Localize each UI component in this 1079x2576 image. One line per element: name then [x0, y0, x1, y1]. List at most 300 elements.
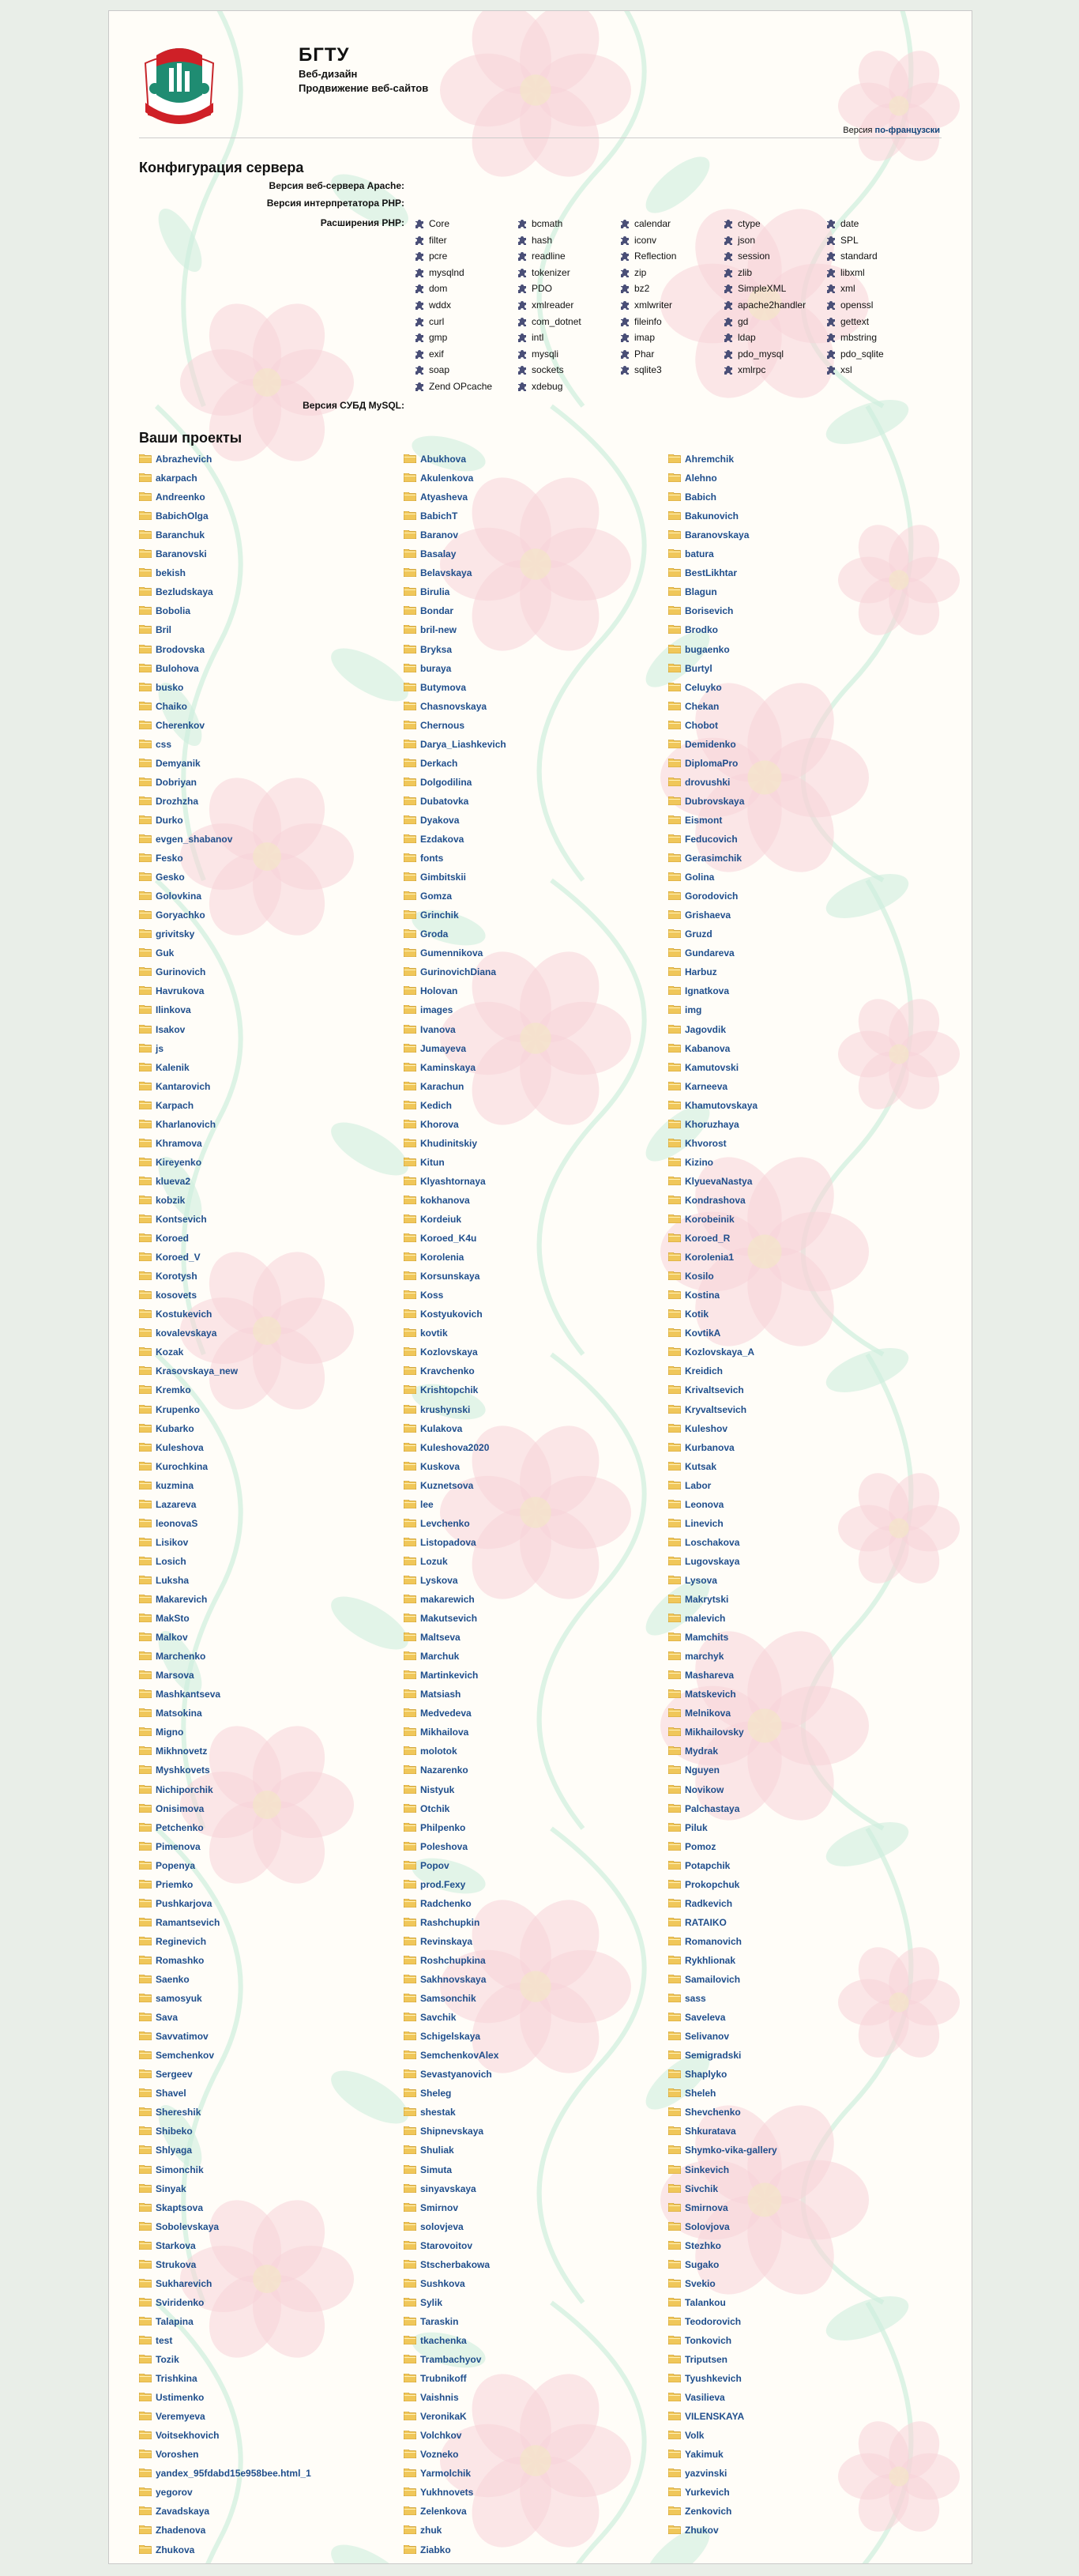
project-link[interactable]: Demidenko — [685, 738, 736, 750]
project-item[interactable] — [404, 2503, 467, 2519]
project-item[interactable] — [139, 2238, 196, 2254]
project-link[interactable]: kokhanova — [420, 1194, 470, 1206]
project-item[interactable] — [404, 964, 496, 980]
project-link[interactable]: Kuznetsova — [420, 1479, 474, 1491]
project-item[interactable] — [404, 983, 457, 999]
project-link[interactable]: Borisevich — [685, 605, 734, 617]
project-link[interactable]: Sinkevich — [685, 2164, 730, 2175]
project-item[interactable] — [139, 964, 205, 980]
project-link[interactable]: BabichT — [420, 510, 458, 522]
project-item[interactable] — [668, 1041, 730, 1056]
project-item[interactable] — [668, 1402, 746, 1418]
project-link[interactable]: Rykhlionak — [685, 1954, 736, 1966]
project-item[interactable] — [404, 2142, 454, 2158]
project-link[interactable]: VeronikaK — [420, 2411, 467, 2423]
project-item[interactable] — [139, 1268, 197, 1284]
project-item[interactable] — [404, 1421, 462, 1437]
project-item[interactable] — [139, 1934, 206, 1949]
project-item[interactable] — [668, 1877, 739, 1892]
project-item[interactable] — [668, 1801, 739, 1817]
project-item[interactable] — [404, 1382, 478, 1398]
project-link[interactable]: Dobriyan — [156, 776, 197, 788]
project-item[interactable] — [668, 2522, 719, 2538]
project-item[interactable] — [139, 1382, 191, 1398]
project-link[interactable]: RATAIKO — [685, 1916, 727, 1928]
project-link[interactable]: Sinyak — [156, 2182, 186, 2194]
project-item[interactable] — [404, 2085, 451, 2101]
project-item[interactable] — [139, 489, 205, 505]
project-item[interactable] — [404, 2047, 498, 2063]
project-item[interactable] — [668, 2314, 741, 2329]
project-link[interactable]: Kozlovskaya — [420, 1346, 478, 1358]
project-item[interactable] — [668, 983, 729, 999]
project-link[interactable]: Babich — [685, 491, 717, 503]
project-item[interactable] — [404, 1972, 486, 1987]
project-item[interactable] — [139, 1079, 210, 1094]
project-item[interactable] — [404, 2333, 467, 2348]
project-link[interactable]: drovushki — [685, 776, 731, 788]
project-link[interactable]: Samailovich — [685, 1974, 741, 1985]
project-link[interactable]: Korotysh — [156, 1271, 197, 1282]
project-item[interactable] — [668, 1363, 723, 1379]
project-link[interactable]: Sheleh — [685, 2088, 716, 2100]
project-link[interactable]: Celuyko — [685, 681, 722, 693]
project-item[interactable] — [668, 1497, 724, 1512]
project-item[interactable] — [139, 1782, 213, 1798]
project-item[interactable] — [139, 622, 171, 638]
project-link[interactable]: Marchenko — [156, 1651, 206, 1663]
project-link[interactable]: Zavadskaya — [156, 2506, 210, 2518]
project-item[interactable] — [139, 680, 183, 695]
project-link[interactable]: Kutsak — [685, 1460, 717, 1472]
project-item[interactable] — [668, 1287, 720, 1303]
project-item[interactable] — [668, 1516, 724, 1531]
project-link[interactable]: Lysova — [685, 1574, 717, 1586]
project-link[interactable]: batura — [685, 548, 714, 560]
project-item[interactable] — [404, 1192, 470, 1208]
project-item[interactable] — [404, 2427, 461, 2443]
project-link[interactable]: Marsova — [156, 1670, 194, 1682]
project-item[interactable] — [404, 1211, 461, 1227]
project-link[interactable]: Isakov — [156, 1023, 186, 1035]
project-item[interactable] — [139, 2200, 203, 2216]
project-link[interactable]: Sakhnovskaya — [420, 1974, 487, 1985]
project-item[interactable] — [404, 1173, 486, 1189]
project-item[interactable] — [404, 1535, 476, 1550]
project-link[interactable]: kuzmina — [156, 1479, 194, 1491]
project-link[interactable]: Gimbitskii — [420, 872, 467, 883]
project-item[interactable] — [668, 1743, 718, 1759]
project-link[interactable]: Pushkarjova — [156, 1897, 212, 1909]
project-link[interactable]: Gorodovich — [685, 891, 739, 902]
project-item[interactable] — [668, 945, 735, 961]
project-item[interactable] — [668, 489, 716, 505]
project-link[interactable]: DiplomaPro — [685, 757, 739, 769]
project-link[interactable]: Baranov — [420, 529, 459, 541]
project-link[interactable]: Yakimuk — [685, 2449, 724, 2461]
project-item[interactable] — [404, 1440, 489, 1456]
project-link[interactable]: Kondrashova — [685, 1194, 746, 1206]
project-link[interactable]: Shymko-vika-gallery — [685, 2145, 777, 2156]
project-link[interactable]: bril-new — [420, 624, 457, 636]
project-item[interactable] — [404, 888, 452, 904]
project-item[interactable] — [139, 907, 205, 923]
project-link[interactable]: Kurochkina — [156, 1460, 209, 1472]
project-link[interactable]: Mashareva — [685, 1670, 735, 1682]
project-link[interactable]: Kantarovich — [156, 1080, 211, 1092]
project-item[interactable] — [139, 1743, 207, 1759]
project-link[interactable]: Starkova — [156, 2239, 196, 2251]
project-item[interactable] — [139, 1572, 189, 1588]
project-link[interactable]: Levchenko — [420, 1517, 470, 1529]
project-item[interactable] — [668, 2371, 742, 2386]
project-item[interactable] — [139, 1801, 204, 1817]
project-link[interactable]: Atyasheva — [420, 491, 468, 503]
project-link[interactable]: Voitsekhovich — [156, 2430, 220, 2442]
project-item[interactable] — [139, 2522, 205, 2538]
project-item[interactable] — [139, 2181, 186, 2197]
project-link[interactable]: Kireyenko — [156, 1156, 202, 1168]
project-link[interactable]: Darya_Liashkevich — [420, 738, 506, 750]
project-link[interactable]: Piluk — [685, 1821, 708, 1833]
project-item[interactable] — [404, 2028, 480, 2044]
project-item[interactable] — [668, 1421, 727, 1437]
project-item[interactable] — [668, 2484, 730, 2500]
project-item[interactable] — [139, 1402, 200, 1418]
project-item[interactable] — [668, 1572, 717, 1588]
project-link[interactable]: marchyk — [685, 1651, 724, 1663]
project-item[interactable] — [404, 2390, 459, 2405]
project-item[interactable] — [139, 850, 183, 866]
project-link[interactable]: Guk — [156, 947, 175, 959]
project-link[interactable]: Svekio — [685, 2277, 716, 2289]
project-link[interactable]: Smirnova — [685, 2201, 728, 2213]
project-item[interactable] — [668, 926, 712, 942]
project-item[interactable] — [668, 1173, 752, 1189]
project-link[interactable]: Chaiko — [156, 700, 188, 712]
project-item[interactable] — [404, 527, 458, 543]
project-link[interactable]: Popenya — [156, 1859, 196, 1871]
project-item[interactable] — [139, 508, 209, 524]
project-link[interactable]: kovalevskaya — [156, 1328, 217, 1339]
project-link[interactable]: Kremko — [156, 1384, 191, 1396]
project-link[interactable]: Kurbanova — [685, 1441, 735, 1453]
project-item[interactable] — [668, 1230, 730, 1246]
project-link[interactable]: Korsunskaya — [420, 1271, 480, 1282]
project-link[interactable]: Nguyen — [685, 1764, 720, 1776]
project-item[interactable] — [668, 1060, 739, 1075]
project-link[interactable]: Makrytski — [685, 1594, 729, 1605]
project-item[interactable] — [404, 736, 506, 752]
project-item[interactable] — [139, 1724, 183, 1740]
project-item[interactable] — [404, 2009, 456, 2025]
project-link[interactable]: Ziabko — [420, 2544, 451, 2555]
project-link[interactable]: Semchenkov — [156, 2050, 215, 2062]
project-item[interactable] — [404, 1648, 459, 1664]
project-item[interactable] — [668, 1192, 746, 1208]
project-link[interactable]: Gesko — [156, 872, 185, 883]
project-item[interactable] — [404, 1041, 466, 1056]
project-item[interactable] — [404, 2104, 456, 2120]
project-link[interactable]: Ivanova — [420, 1023, 456, 1035]
project-link[interactable]: akarpach — [156, 473, 197, 484]
project-item[interactable] — [668, 1002, 701, 1018]
project-item[interactable] — [668, 2200, 728, 2216]
project-item[interactable] — [139, 1440, 204, 1456]
project-item[interactable] — [668, 1648, 724, 1664]
project-item[interactable] — [404, 1117, 459, 1132]
project-link[interactable]: Dubatovka — [420, 795, 469, 807]
project-item[interactable] — [668, 1839, 716, 1855]
project-item[interactable] — [139, 2104, 201, 2120]
project-item[interactable] — [404, 2162, 452, 2178]
project-item[interactable] — [668, 2446, 724, 2462]
project-item[interactable] — [404, 622, 457, 638]
project-link[interactable]: grivitsky — [156, 928, 195, 940]
project-item[interactable] — [139, 565, 186, 581]
project-link[interactable]: Baranchuk — [156, 529, 205, 541]
project-item[interactable] — [139, 470, 197, 486]
project-item[interactable] — [139, 1041, 164, 1056]
project-item[interactable] — [404, 2408, 467, 2424]
project-item[interactable] — [668, 2295, 726, 2310]
project-link[interactable]: Selivanov — [685, 2031, 730, 2043]
project-link[interactable]: Kalenik — [156, 1061, 190, 1073]
project-item[interactable] — [668, 2408, 744, 2424]
project-item[interactable] — [668, 1610, 725, 1626]
project-item[interactable] — [139, 1306, 212, 1322]
project-link[interactable]: Chasnovskaya — [420, 700, 487, 712]
project-link[interactable]: Loschakova — [685, 1536, 740, 1548]
project-link[interactable]: Kravchenko — [420, 1365, 475, 1377]
project-link[interactable]: Koroed_K4u — [420, 1233, 477, 1245]
project-link[interactable]: BabichOlga — [156, 510, 209, 522]
project-item[interactable] — [139, 945, 174, 961]
project-link[interactable]: Khudinitskiy — [420, 1137, 478, 1149]
project-item[interactable] — [404, 1098, 452, 1113]
project-link[interactable]: GurinovichDiana — [420, 966, 497, 978]
project-link[interactable]: Melnikova — [685, 1708, 731, 1719]
project-link[interactable]: Strukova — [156, 2258, 197, 2270]
project-link[interactable]: Bezludskaya — [156, 586, 213, 598]
project-link[interactable]: SemchenkovAlex — [420, 2050, 499, 2062]
project-item[interactable] — [404, 2352, 481, 2367]
project-link[interactable]: Baranovski — [156, 548, 207, 560]
project-item[interactable] — [139, 1117, 216, 1132]
project-link[interactable]: Veremyeva — [156, 2411, 205, 2423]
project-item[interactable] — [139, 451, 212, 467]
project-link[interactable]: Kulakova — [420, 1422, 463, 1434]
project-link[interactable]: zhuk — [420, 2525, 442, 2536]
project-item[interactable] — [668, 1953, 735, 1968]
project-link[interactable]: Shlyaga — [156, 2145, 193, 2156]
project-item[interactable] — [139, 2503, 209, 2519]
project-link[interactable]: Labor — [685, 1479, 712, 1491]
project-link[interactable]: Mashkantseva — [156, 1689, 221, 1700]
project-link[interactable]: Kotik — [685, 1309, 709, 1320]
project-item[interactable] — [404, 1686, 461, 1702]
project-item[interactable] — [139, 527, 205, 543]
project-link[interactable]: Durko — [156, 814, 183, 826]
project-link[interactable]: Kreidich — [685, 1365, 724, 1377]
project-item[interactable] — [139, 1858, 195, 1874]
project-link[interactable]: Bryksa — [420, 643, 453, 655]
project-item[interactable] — [668, 661, 712, 676]
project-link[interactable]: Gundareva — [685, 947, 735, 959]
project-item[interactable] — [668, 793, 744, 809]
project-item[interactable] — [404, 1820, 465, 1836]
project-item[interactable] — [668, 1022, 726, 1038]
project-item[interactable] — [668, 1079, 727, 1094]
project-item[interactable] — [668, 1325, 720, 1341]
project-link[interactable]: Teodorovich — [685, 2315, 742, 2327]
project-link[interactable]: Radkevich — [685, 1897, 733, 1909]
project-link[interactable]: Chernous — [420, 719, 465, 731]
project-link[interactable]: Havrukova — [156, 985, 205, 997]
project-link[interactable]: Ahremchik — [685, 454, 735, 465]
project-link[interactable]: Schigelskaya — [420, 2031, 481, 2043]
project-link[interactable]: Radchenko — [420, 1897, 472, 1909]
project-link[interactable]: Semigradski — [685, 2050, 742, 2062]
project-item[interactable] — [404, 2522, 442, 2538]
project-item[interactable] — [404, 1705, 472, 1721]
project-item[interactable] — [404, 699, 487, 714]
project-link[interactable]: Migno — [156, 1727, 184, 1738]
project-item[interactable] — [668, 603, 733, 619]
project-link[interactable]: Basalay — [420, 548, 457, 560]
project-link[interactable]: Kryvaltsevich — [685, 1403, 747, 1415]
project-item[interactable] — [404, 869, 466, 885]
project-item[interactable] — [404, 2276, 465, 2292]
project-link[interactable]: Nazarenko — [420, 1764, 468, 1776]
project-link[interactable]: Koss — [420, 1290, 444, 1301]
project-link[interactable]: Roshchupkina — [420, 1954, 486, 1966]
project-link[interactable]: Fesko — [156, 853, 183, 864]
project-item[interactable] — [404, 850, 443, 866]
project-item[interactable] — [668, 1762, 720, 1778]
project-link[interactable]: Bakunovich — [685, 510, 739, 522]
project-link[interactable]: Sergeev — [156, 2069, 193, 2081]
project-item[interactable] — [139, 2142, 192, 2158]
project-link[interactable]: Baranovskaya — [685, 529, 750, 541]
project-item[interactable] — [139, 1915, 220, 1930]
project-item[interactable] — [668, 755, 738, 771]
project-item[interactable] — [668, 717, 718, 733]
project-link[interactable]: Makutsevich — [420, 1613, 478, 1625]
project-item[interactable] — [668, 2465, 727, 2481]
project-item[interactable] — [668, 565, 737, 581]
project-item[interactable] — [139, 812, 183, 828]
project-item[interactable] — [139, 2542, 194, 2558]
project-link[interactable]: Gomza — [420, 891, 453, 902]
project-item[interactable] — [668, 1858, 730, 1874]
project-item[interactable] — [404, 1135, 477, 1151]
project-item[interactable] — [404, 1667, 478, 1683]
project-item[interactable] — [139, 1535, 188, 1550]
project-item[interactable] — [404, 1610, 477, 1626]
project-link[interactable]: Sevastyanovich — [420, 2069, 492, 2081]
project-link[interactable]: Kontsevich — [156, 1214, 207, 1225]
project-link[interactable]: Sushkova — [420, 2277, 465, 2289]
project-item[interactable] — [139, 2295, 204, 2310]
project-link[interactable]: Tonkovich — [685, 2334, 732, 2346]
project-item[interactable] — [404, 1877, 465, 1892]
project-item[interactable] — [139, 661, 199, 676]
project-link[interactable]: Akulenkova — [420, 473, 474, 484]
project-link[interactable]: Karachun — [420, 1080, 464, 1092]
project-item[interactable] — [139, 2446, 198, 2462]
project-link[interactable]: Sheleg — [420, 2088, 452, 2100]
project-link[interactable]: Korolenia — [420, 1252, 464, 1264]
project-link[interactable]: KovtikA — [685, 1328, 721, 1339]
project-link[interactable]: Reginevich — [156, 1935, 207, 1947]
project-item[interactable] — [139, 1497, 196, 1512]
project-item[interactable] — [139, 2276, 212, 2292]
project-link[interactable]: Stezhko — [685, 2239, 722, 2251]
project-link[interactable]: test — [156, 2334, 173, 2346]
project-link[interactable]: Bril — [156, 624, 172, 636]
project-item[interactable] — [139, 2085, 186, 2101]
project-link[interactable]: Triputsen — [685, 2354, 728, 2365]
project-link[interactable]: Samsonchik — [420, 1993, 476, 2005]
project-item[interactable] — [139, 2333, 172, 2348]
project-link[interactable]: Matskevich — [685, 1689, 736, 1700]
project-link[interactable]: Maltseva — [420, 1632, 461, 1644]
project-item[interactable] — [668, 1667, 734, 1683]
project-item[interactable] — [404, 1060, 476, 1075]
project-link[interactable]: Yarmolchik — [420, 2468, 472, 2480]
project-link[interactable]: Korobeinik — [685, 1214, 735, 1225]
project-item[interactable] — [139, 1098, 194, 1113]
project-link[interactable]: Smirnov — [420, 2201, 459, 2213]
project-item[interactable] — [404, 680, 466, 695]
project-item[interactable] — [668, 1629, 728, 1645]
project-item[interactable] — [139, 1478, 194, 1493]
project-link[interactable]: Khoruzhaya — [685, 1118, 739, 1130]
project-link[interactable]: Zhukov — [685, 2525, 719, 2536]
project-item[interactable] — [139, 1839, 201, 1855]
project-item[interactable] — [668, 1382, 744, 1398]
project-item[interactable] — [404, 1230, 476, 1246]
project-item[interactable] — [668, 1249, 734, 1265]
project-link[interactable]: yazvinski — [685, 2468, 727, 2480]
project-item[interactable] — [668, 2123, 736, 2139]
project-link[interactable]: Onisimova — [156, 1802, 205, 1814]
project-item[interactable] — [668, 2085, 716, 2101]
project-item[interactable] — [139, 1610, 190, 1626]
project-item[interactable] — [139, 1820, 204, 1836]
project-link[interactable]: Sugako — [685, 2258, 720, 2270]
project-item[interactable] — [404, 1915, 479, 1930]
project-link[interactable]: Dubrovskaya — [685, 795, 745, 807]
project-link[interactable]: Shipnevskaya — [420, 2126, 484, 2137]
project-link[interactable]: Palchastaya — [685, 1802, 740, 1814]
project-item[interactable] — [139, 1344, 183, 1360]
project-item[interactable] — [668, 1478, 711, 1493]
project-link[interactable]: Kostukevich — [156, 1309, 212, 1320]
project-link[interactable]: Matsokina — [156, 1708, 202, 1719]
project-item[interactable] — [404, 1402, 470, 1418]
project-item[interactable] — [668, 2047, 741, 2063]
project-item[interactable] — [668, 584, 717, 600]
project-link[interactable]: Krishtopchik — [420, 1384, 479, 1396]
project-item[interactable] — [139, 1154, 201, 1170]
project-item[interactable] — [139, 1421, 194, 1437]
project-link[interactable]: Mamchits — [685, 1632, 729, 1644]
project-item[interactable] — [404, 1079, 464, 1094]
project-link[interactable]: Sukharevich — [156, 2277, 212, 2289]
project-item[interactable] — [404, 2123, 483, 2139]
